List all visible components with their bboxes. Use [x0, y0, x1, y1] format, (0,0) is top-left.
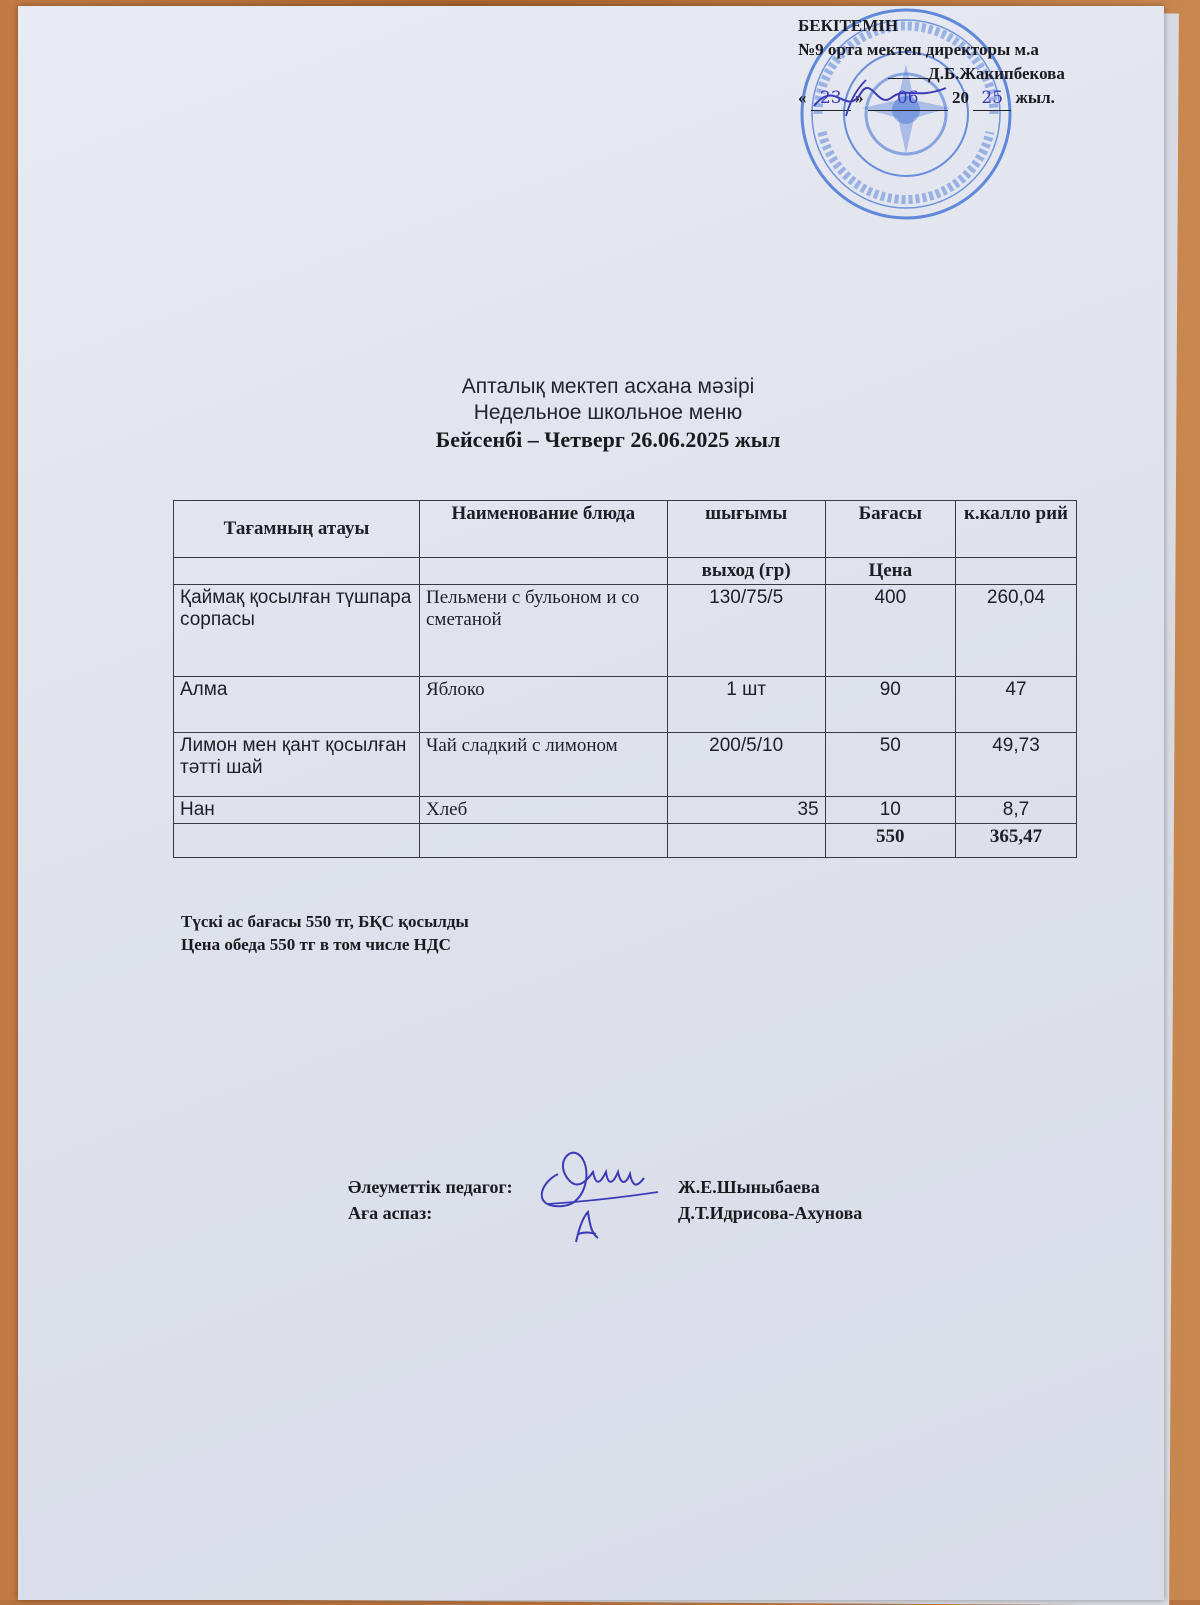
subheader-empty-1 [174, 558, 420, 585]
table-row [174, 797, 1077, 824]
dish-calories: 8,7 [955, 797, 1076, 824]
total-empty-3 [667, 824, 825, 858]
dish-ru: Яблоко [419, 677, 667, 733]
dish-yield: 1 шт [667, 677, 825, 733]
menu-table [173, 500, 1077, 858]
total-empty-1 [174, 824, 420, 858]
total-calories: 365,47 [955, 824, 1076, 858]
title-russian: Недельное школьное меню [473, 401, 743, 424]
dish-kz: Қаймақ қосылған түшпара сорпасы [174, 585, 420, 677]
date-suffix: жыл. [1015, 88, 1055, 107]
header-dish-ru: Наименование блюда [419, 501, 667, 558]
date-century: 20 [952, 88, 969, 107]
dish-kz: Лимон мен қант қосылған тәтті шай [174, 733, 420, 797]
signatures [518, 1134, 668, 1259]
dish-calories: 260,04 [955, 585, 1076, 677]
table-header-row [174, 501, 1077, 558]
subheader-empty-2 [419, 558, 667, 585]
dish-price: 50 [825, 733, 955, 797]
document-page [18, 6, 1164, 1600]
date-open-quote: « [798, 88, 807, 107]
date-year: 25 [973, 86, 1011, 111]
table-row [174, 585, 1077, 677]
table-total-row [174, 824, 1077, 858]
director-signature [806, 58, 956, 128]
title-block [18, 374, 1198, 454]
dish-yield: 200/5/10 [667, 733, 825, 797]
header-yield: шығымы [667, 501, 825, 558]
table-row [174, 733, 1077, 797]
approval-heading: БЕКІТЕМІН [798, 16, 899, 35]
dish-kz: Нан [174, 797, 420, 824]
subheader-empty-5 [955, 558, 1076, 585]
dish-price: 90 [825, 677, 955, 733]
date-day: 23 [811, 86, 851, 111]
subheader-yield: выход (гр) [667, 558, 825, 585]
subheader-price: Цена [825, 558, 955, 585]
total-empty-2 [419, 824, 667, 858]
table-row [174, 677, 1077, 733]
total-price: 550 [825, 824, 955, 858]
dish-yield: 35 [667, 797, 825, 824]
signer-name: Д.Т.Идрисова-Ахунова [678, 1203, 863, 1223]
dish-calories: 49,73 [955, 733, 1076, 797]
dish-price: 10 [825, 797, 955, 824]
dish-kz: Алма [174, 677, 420, 733]
header-dish-kz: Тағамның атауы [174, 501, 420, 558]
title-day: Бейсенбі – Четверг 26.06.2025 жыл [435, 427, 781, 452]
dish-calories: 47 [955, 677, 1076, 733]
dish-ru: Хлеб [419, 797, 667, 824]
price-notes [181, 910, 469, 956]
signer-role: Әлеуметтік педагог: [348, 1177, 513, 1197]
dish-yield: 130/75/5 [667, 585, 825, 677]
approval-position: №9 орта мектеп директоры м.а [798, 40, 1039, 59]
signer-role: Аға аспаз: [348, 1203, 433, 1223]
header-calories: к.калло рий [955, 501, 1076, 558]
date-month: 06 [868, 86, 948, 111]
note-kazakh: Түскі ас бағасы 550 тг, БҚС қосылды [181, 912, 469, 931]
signer-name: Ж.Е.Шыныбаева [678, 1177, 820, 1197]
approval-name: Д.Б.Жакипбекова [928, 64, 1065, 83]
dish-ru: Чай сладкий с лимоном [419, 733, 667, 797]
dish-price: 400 [825, 585, 955, 677]
note-russian: Цена обеда 550 тг в том числе НДС [181, 935, 451, 954]
title-kazakh: Апталық мектеп асхана мәзірі [461, 375, 755, 398]
date-close-quote: » [855, 88, 864, 107]
table-subheader-row [174, 558, 1077, 585]
header-price: Бағасы [825, 501, 955, 558]
dish-ru: Пельмени с бульоном и со сметаной [419, 585, 667, 677]
